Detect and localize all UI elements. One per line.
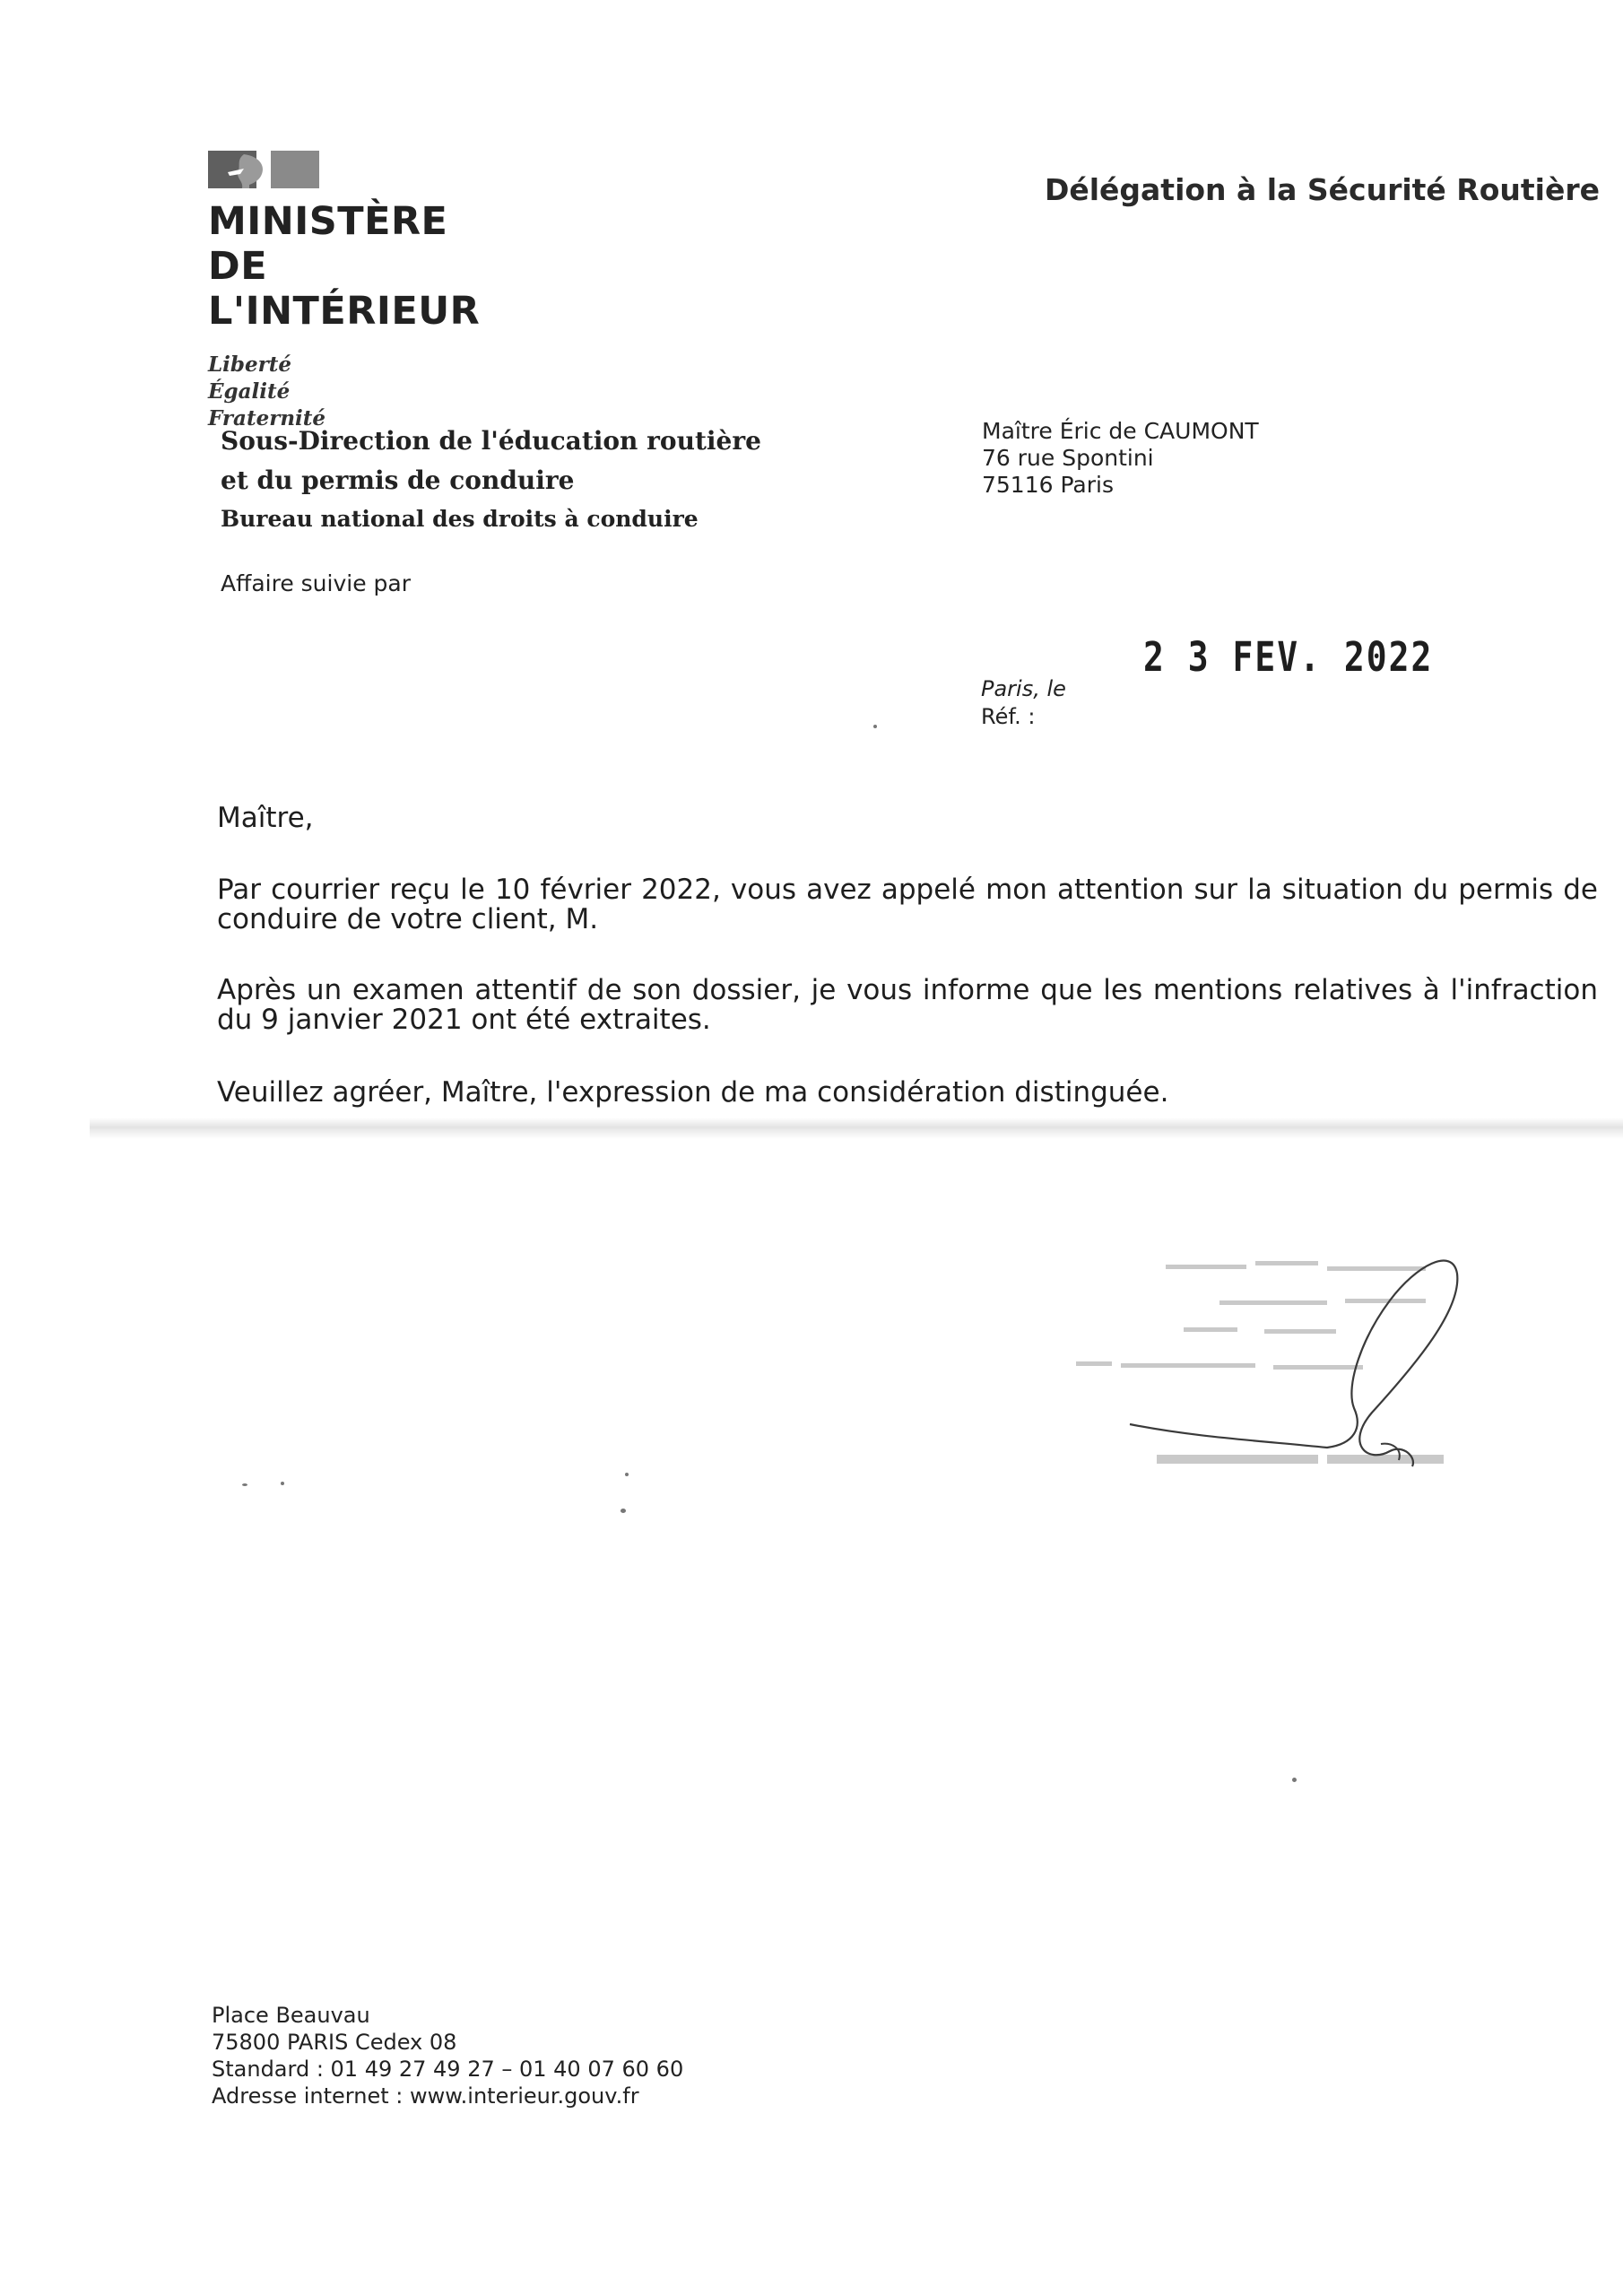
ministry-line-1: MINISTÈRE — [208, 199, 448, 244]
recipient-name: Maître Éric de CAUMONT — [982, 418, 1259, 444]
footer-address — [212, 2002, 683, 2109]
scan-speck — [1292, 1778, 1297, 1782]
footer-phone: Standard : 01 49 27 49 27 – 01 40 07 60 60 — [212, 2057, 684, 2082]
scan-speck — [873, 725, 877, 728]
sender-line-2: et du permis de conduire — [221, 465, 575, 495]
ministry-line-2: DE L'INTÉRIEUR — [208, 244, 481, 334]
motto — [208, 352, 549, 432]
ministry-logo-block — [208, 151, 549, 432]
scan-speck — [281, 1482, 284, 1485]
footer-website: Adresse internet : www.interieur.gouv.fr — [212, 2083, 639, 2109]
marianne-icon — [208, 151, 319, 188]
date-stamp: 2 3 FEV. 2022 — [1143, 633, 1434, 681]
letter-paragraph-2: Après un examen attentif de son dossier, je vous informe que les mentions relatives à l'infraction du 9 janvier 2021 ont été extraites. — [217, 974, 1598, 1036]
scan-speck — [242, 1483, 247, 1486]
motto-fraternite: Fraternité — [208, 406, 326, 430]
footer-line-1: Place Beauvau — [212, 2003, 370, 2028]
sender-line-3: Bureau national des droits à conduire — [221, 506, 699, 532]
scan-speck — [625, 1473, 629, 1476]
letter-closing: Veuillez agréer, Maître, l'expression de ma considération distinguée. — [217, 1076, 1169, 1109]
signature-icon — [1058, 1229, 1524, 1498]
sender-department — [221, 422, 761, 538]
recipient-city: 75116 Paris — [982, 472, 1114, 498]
sender-line-1: Sous-Direction de l'éducation routière — [221, 426, 761, 456]
recipient-street: 76 rue Spontini — [982, 445, 1154, 471]
affaire-suivie-par: Affaire suivie par — [221, 570, 411, 596]
reference-label: Réf. : — [981, 704, 1036, 729]
letter-salutation: Maître, — [217, 802, 314, 834]
scan-speck — [621, 1509, 626, 1513]
motto-egalite: Égalité — [208, 379, 291, 404]
motto-liberte: Liberté — [208, 352, 291, 377]
delegation-title: Délégation à la Sécurité Routière — [1044, 172, 1600, 207]
letter-paragraph-1: Par courrier reçu le 10 février 2022, vous avez appelé mon attention sur la situation du permis de conduire de votre client, M. — [217, 874, 1598, 935]
scan-artifact-band — [90, 1118, 1623, 1139]
recipient-address — [982, 418, 1259, 499]
ministry-name — [208, 199, 549, 334]
place-label: Paris, le — [981, 676, 1066, 701]
footer-line-2: 75800 PARIS Cedex 08 — [212, 2030, 457, 2055]
